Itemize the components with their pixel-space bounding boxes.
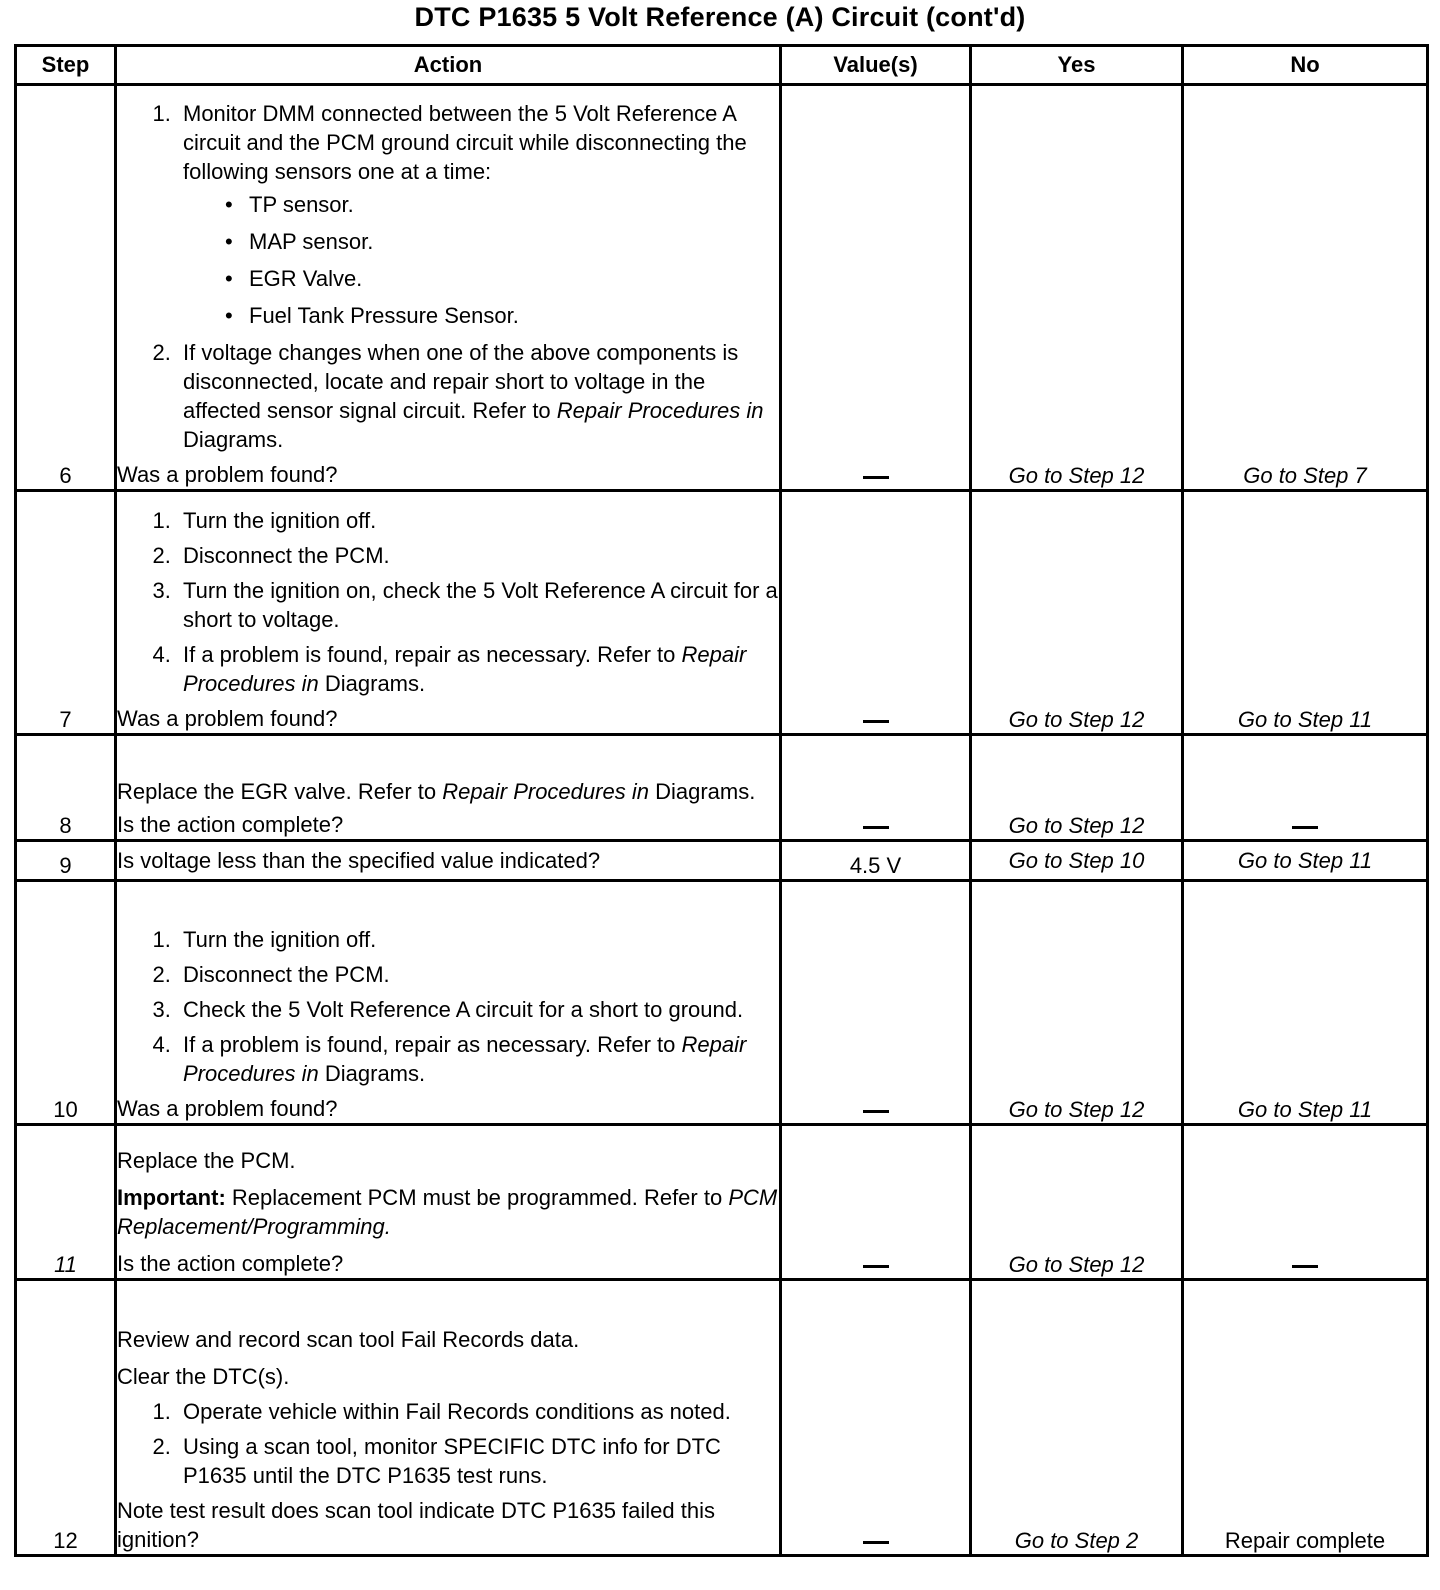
action-item: 2. Using a scan tool, monitor SPECIFIC DTC info for DTC P1635 until the DTC P1635 test runs. [177,1432,779,1490]
action-text: If voltage changes when one of the above components is disconnected, locate and repair short to voltage in the affected sensor signal circuit. Refer to [183,340,739,423]
no-cell [1183,735,1428,841]
diagnostic-table [14,44,1429,1557]
action-cell [116,491,781,735]
action-text [117,777,779,806]
yes-link[interactable]: Go to Step 12 [971,85,1183,491]
reference-link[interactable]: Repair Procedures in [556,398,764,423]
value-cell: 4.5 V [781,841,971,881]
table-header-row [16,46,1428,85]
step-number: 9 [16,841,116,881]
action-item: 1. Operate vehicle within Fail Records conditions as noted. [177,1397,779,1426]
step-number: 7 [16,491,116,735]
header-values: Value(s) [781,46,971,85]
step-number: 11 [16,1125,116,1280]
sensor-list [183,190,779,330]
action-list [117,99,779,454]
action-text: Diagrams. [324,671,426,696]
step-number: 12 [16,1280,116,1556]
value-cell [781,491,971,735]
action-text: If a problem is found, repair as necessary. Refer to [183,642,676,667]
header-yes: Yes [971,46,1183,85]
table-row [16,881,1428,1125]
action-list [117,925,779,1088]
action-item: 3. Check the 5 Volt Reference A circuit for a short to ground. [177,995,779,1024]
important-text: Replacement PCM must be programmed. Refer to [231,1185,723,1210]
action-cell [116,1125,781,1280]
dash-mark [863,1541,889,1544]
action-cell [116,735,781,841]
action-item: 1. Turn the ignition off. [177,506,779,535]
dash-mark [863,720,889,723]
dash-mark [863,476,889,479]
action-cell [116,1280,781,1556]
no-link[interactable]: Go to Step 11 [1183,881,1428,1125]
action-list [117,506,779,698]
reference-link[interactable]: PCM Replacement/Programming. [117,1185,778,1239]
yes-link[interactable]: Go to Step 10 [971,841,1183,881]
question: Was a problem found? [117,706,338,731]
no-link[interactable]: Repair complete [1183,1280,1428,1556]
value-cell [781,735,971,841]
table-row [16,735,1428,841]
value-cell [781,881,971,1125]
question: Was a problem found? [117,1096,338,1121]
action-text: Diagrams. [655,779,756,804]
no-cell [1183,1125,1428,1280]
yes-link[interactable]: Go to Step 12 [971,881,1183,1125]
important-label: Important: [117,1185,226,1210]
step-number: 8 [16,735,116,841]
dash-mark [1292,1265,1318,1268]
step-number: 10 [16,881,116,1125]
action-text: Monitor DMM connected between the 5 Volt Reference A circuit and the PCM ground circuit while disconnecting the following sensors one at a time: [183,101,747,184]
table-row [16,85,1428,491]
question: Is the action complete? [117,812,344,837]
step-number: 6 [16,85,116,491]
action-item: 2. Disconnect the PCM. [177,960,779,989]
action-item: 1. Turn the ignition off. [177,925,779,954]
table-row [16,491,1428,735]
action-item [177,99,779,330]
value-cell [781,85,971,491]
table-row [16,1280,1428,1556]
header-action: Action [116,46,781,85]
yes-link[interactable]: Go to Step 12 [971,491,1183,735]
action-item [177,338,779,454]
action-list [117,1397,779,1490]
action-text: Replace the EGR valve. Refer to [117,779,437,804]
action-text: Clear the DTC(s). [117,1364,290,1389]
value-cell [781,1125,971,1280]
action-cell [116,881,781,1125]
action-text: Diagrams. [183,427,284,452]
yes-link[interactable]: Go to Step 2 [971,1280,1183,1556]
action-text: Diagrams. [324,1061,426,1086]
action-item [177,640,779,698]
dash-mark [863,1110,889,1113]
dash-mark [863,1265,889,1268]
dash-mark [1292,826,1318,829]
question: Was a problem found? [117,462,338,487]
list-item: • MAP sensor. [225,227,779,256]
question: Note test result does scan tool indicate DTC P1635 failed this ignition? [117,1498,715,1552]
action-cell [116,85,781,491]
action-item: 2. Disconnect the PCM. [177,541,779,570]
no-link[interactable]: Go to Step 11 [1183,491,1428,735]
table-row [16,841,1428,881]
table-row [16,1125,1428,1280]
reference-link[interactable]: Repair Procedures in [183,1032,747,1086]
reference-link[interactable]: Repair Procedures in [183,642,747,696]
yes-link[interactable]: Go to Step 12 [971,735,1183,841]
action-item [177,1030,779,1088]
action-text: If a problem is found, repair as necessary. Refer to [183,1032,676,1057]
question: Is the action complete? [117,1251,344,1276]
page-title: DTC P1635 5 Volt Reference (A) Circuit (cont'd) [414,2,1026,32]
value-cell [781,1280,971,1556]
no-link[interactable]: Go to Step 7 [1183,85,1428,491]
list-item: • EGR Valve. [225,264,779,293]
list-item: • Fuel Tank Pressure Sensor. [225,301,779,330]
header-no: No [1183,46,1428,85]
reference-link[interactable]: Repair Procedures in [442,779,649,804]
header-step: Step [16,46,116,85]
yes-link[interactable]: Go to Step 12 [971,1125,1183,1280]
important-note [117,1183,779,1241]
action-text: Review and record scan tool Fail Records data. [117,1327,580,1352]
no-link[interactable]: Go to Step 11 [1183,841,1428,881]
dash-mark [863,826,889,829]
action-item: 3. Turn the ignition on, check the 5 Volt Reference A circuit for a short to voltage. [177,576,779,634]
action-text: Replace the PCM. [117,1148,296,1173]
list-item: • TP sensor. [225,190,779,219]
question: Is voltage less than the specified value indicated? [116,841,781,881]
